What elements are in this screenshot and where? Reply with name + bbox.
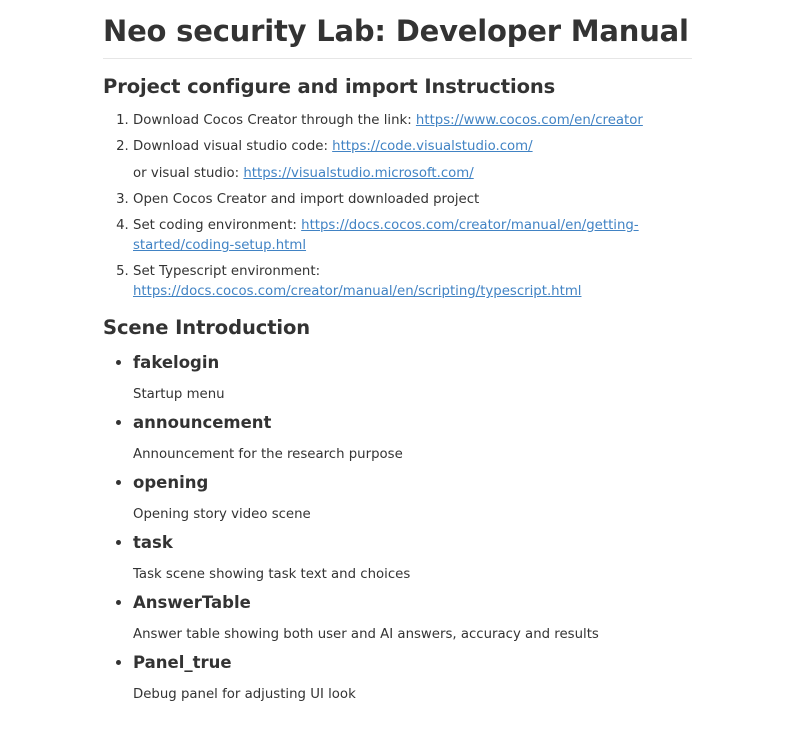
typescript-link[interactable]: https://docs.cocos.com/creator/manual/en/scripting/typescript.html bbox=[133, 284, 582, 299]
step-text: Download Cocos Creator through the link: bbox=[133, 113, 416, 128]
scene-description: Opening story video scene bbox=[133, 507, 311, 522]
scene-description: Task scene showing task text and choices bbox=[133, 567, 411, 582]
step-text: or visual studio: bbox=[133, 166, 244, 181]
scene-name: • announcement bbox=[133, 413, 272, 432]
scene-description: Answer table showing both user and AI answers, accuracy and results bbox=[133, 627, 599, 642]
setup-heading: Project configure and import Instructions bbox=[103, 75, 556, 98]
step-text: Open Cocos Creator and import downloaded project bbox=[133, 192, 480, 207]
step-text: Download visual studio code: bbox=[133, 139, 333, 154]
page-title: Neo security Lab: Developer Manual bbox=[103, 13, 692, 59]
scene-name: • AnswerTable bbox=[133, 593, 251, 612]
scene-name: • task bbox=[133, 533, 173, 552]
setup-step bbox=[133, 111, 692, 131]
setup-step bbox=[133, 216, 692, 256]
scene-name: • fakelogin bbox=[133, 353, 220, 372]
document bbox=[103, 0, 692, 712]
scene-description: Debug panel for adjusting UI look bbox=[133, 687, 356, 702]
scene-list bbox=[103, 352, 692, 704]
coding-setup-link[interactable]: https://docs.cocos.com/creator/manual/en/getting-started/coding-setup.html bbox=[133, 218, 639, 253]
setup-step bbox=[133, 137, 692, 184]
scene-name: • opening bbox=[133, 473, 209, 492]
list-item bbox=[133, 592, 692, 644]
scene-heading: Scene Introduction bbox=[103, 316, 311, 339]
list-item bbox=[133, 532, 692, 584]
list-item bbox=[133, 352, 692, 404]
visual-studio-link[interactable]: https://visualstudio.microsoft.com/ bbox=[243, 166, 474, 181]
step-text: Set Typescript environment: bbox=[133, 264, 321, 279]
list-item bbox=[133, 412, 692, 464]
scene-description: Startup menu bbox=[133, 387, 225, 402]
scene-description: Announcement for the research purpose bbox=[133, 447, 403, 462]
setup-steps-list bbox=[103, 111, 692, 302]
step-text: Set coding environment: bbox=[133, 218, 302, 233]
cocos-creator-link[interactable]: https://www.cocos.com/en/creator bbox=[415, 113, 643, 128]
vscode-link[interactable]: https://code.visualstudio.com/ bbox=[332, 139, 533, 154]
list-item bbox=[133, 472, 692, 524]
setup-step bbox=[133, 190, 692, 210]
list-item bbox=[133, 652, 692, 704]
scene-name: • Panel_true bbox=[133, 653, 232, 672]
setup-step bbox=[133, 262, 692, 302]
